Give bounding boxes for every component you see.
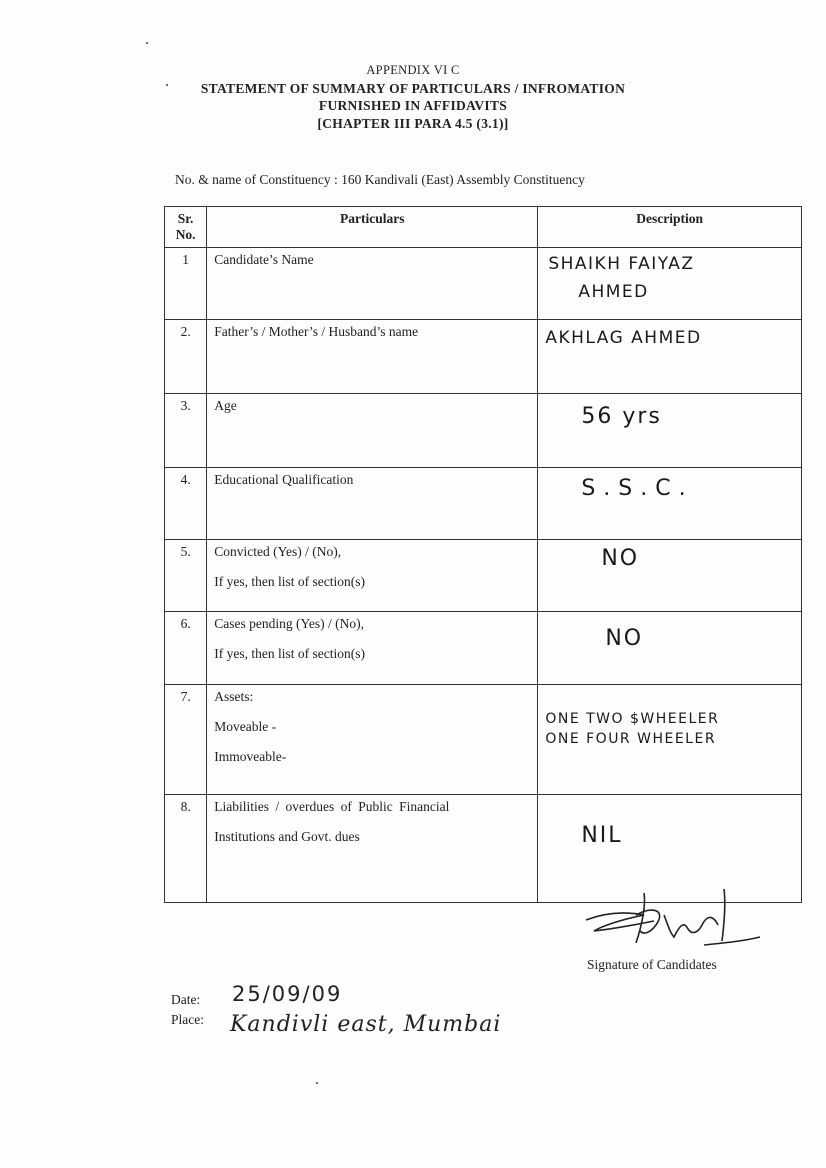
header-description: Description (538, 207, 802, 248)
handwritten-value: SHAIKH FAIYAZ (548, 254, 695, 274)
table-row (165, 540, 802, 612)
particulars-table (164, 206, 802, 903)
table-header-row (165, 207, 802, 248)
row-particulars (207, 540, 538, 612)
particulars-text: Cases pending (Yes) / (No), (214, 616, 364, 631)
row-particulars (207, 795, 538, 903)
date-value: 25/09/09 (232, 982, 343, 1006)
date-label: Date: (171, 992, 201, 1007)
row-particulars (207, 394, 538, 468)
handwritten-value: S.S.C. (581, 476, 694, 501)
constituency-line: No. & name of Constituency : 160 Kandivali (East) Assembly Constituency (175, 172, 585, 187)
handwritten-value: NO (605, 626, 644, 651)
statement-subtitle: FURNISHED IN AFFIDAVITS (318, 98, 508, 113)
particulars-text: Institutions and Govt. dues (214, 829, 360, 844)
particulars-text: Liabilities / overdues of Public Financial (214, 799, 450, 814)
table-row (165, 320, 802, 394)
scan-speck (146, 42, 148, 44)
handwritten-value: NO (601, 546, 640, 571)
row-sr: 2. (165, 320, 207, 394)
particulars-text: Father’s / Mother’s / Husband’s name (214, 324, 419, 339)
particulars-text: Immoveable- (214, 749, 287, 764)
candidate-signature (584, 885, 764, 955)
table-row (165, 612, 802, 685)
row-particulars (207, 685, 538, 795)
table-row (165, 468, 802, 540)
row-description (538, 248, 802, 320)
particulars-text: If yes, then list of section(s) (214, 646, 365, 661)
statement-title: STATEMENT OF SUMMARY OF PARTICULARS / INFROMATION (200, 81, 626, 96)
particulars-text: Convicted (Yes) / (No), (214, 544, 342, 559)
row-sr: 8. (165, 795, 207, 903)
row-particulars (207, 468, 538, 540)
row-sr: 7. (165, 685, 207, 795)
row-description (538, 685, 802, 795)
scan-speck (316, 1082, 318, 1084)
row-sr: 1 (165, 248, 207, 320)
row-description (538, 468, 802, 540)
particulars-text: Age (214, 398, 237, 413)
header-particulars: Particulars (207, 207, 538, 248)
table-row (165, 685, 802, 795)
place-label: Place: (171, 1012, 204, 1027)
row-sr: 6. (165, 612, 207, 685)
signature-label: Signature of Candidates (587, 957, 717, 972)
particulars-text: Moveable - (214, 719, 277, 734)
row-description (538, 612, 802, 685)
handwritten-value: AHMED (578, 282, 649, 302)
particulars-text: Educational Qualification (214, 472, 354, 487)
handwritten-value: NIL (581, 823, 623, 848)
particulars-text: If yes, then list of section(s) (214, 574, 365, 589)
row-particulars (207, 612, 538, 685)
scan-speck (166, 84, 168, 86)
place-value: Kandivli east, Mumbai (230, 1012, 502, 1037)
row-particulars (207, 320, 538, 394)
row-particulars (207, 248, 538, 320)
chapter-reference: [CHAPTER III PARA 4.5 (3.1)] (317, 116, 509, 131)
row-sr: 3. (165, 394, 207, 468)
table-row (165, 248, 802, 320)
appendix-title: APPENDIX VI C (366, 63, 460, 77)
row-sr: 4. (165, 468, 207, 540)
handwritten-value: ONE TWO $WHEELER (545, 711, 720, 727)
header-sr-no: Sr. No. (165, 207, 207, 248)
handwritten-value: AKHLAG AHMED (545, 328, 702, 348)
row-description (538, 540, 802, 612)
handwritten-value: 56 yrs (581, 404, 662, 429)
particulars-text: Candidate’s Name (214, 252, 314, 267)
particulars-text: Assets: (214, 689, 254, 704)
handwritten-value: ONE FOUR WHEELER (545, 731, 717, 747)
row-description (538, 320, 802, 394)
row-sr: 5. (165, 540, 207, 612)
row-description (538, 394, 802, 468)
table-row (165, 394, 802, 468)
